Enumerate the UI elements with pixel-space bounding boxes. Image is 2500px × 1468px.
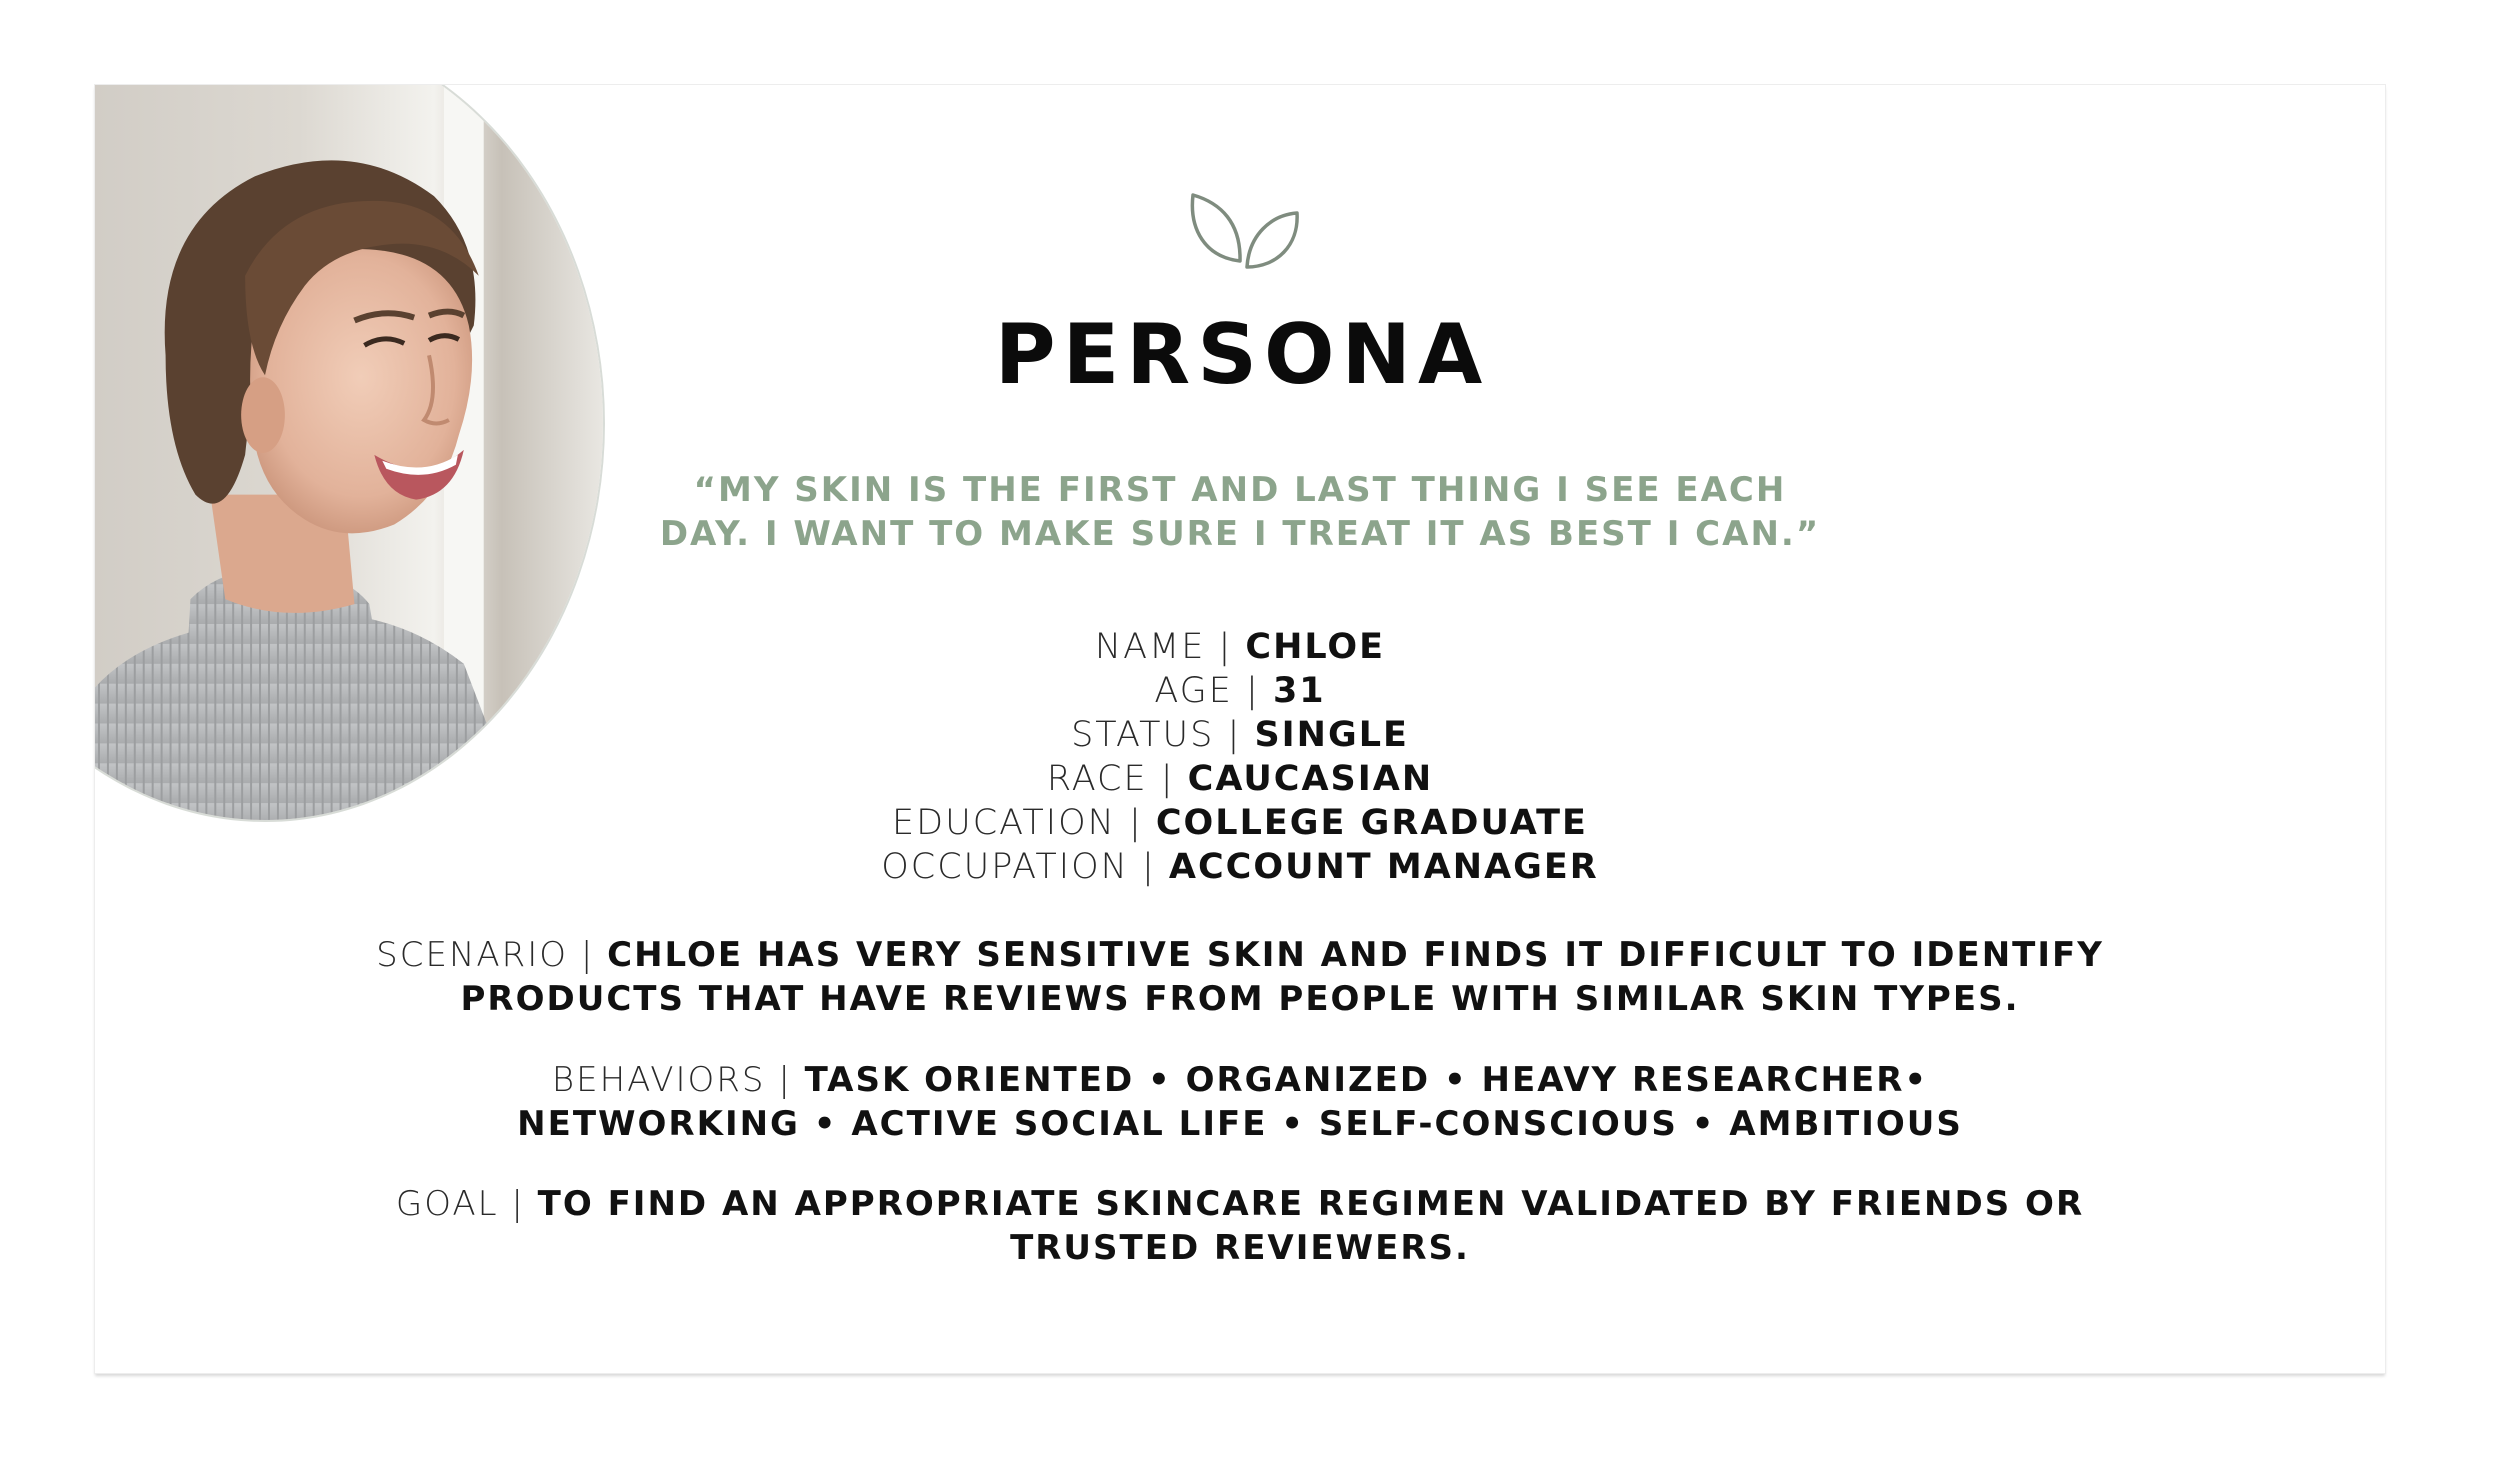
fact-value: SINGLE <box>1254 715 1409 755</box>
fact-value: ACCOUNT MANAGER <box>1168 847 1599 887</box>
fact-separator: | <box>1205 627 1246 667</box>
fact-separator: | <box>1232 671 1273 711</box>
goal-separator: | <box>498 1184 538 1224</box>
fact-value: CAUCASIAN <box>1187 759 1434 799</box>
fact-separator: | <box>1214 715 1255 755</box>
fact-label: RACE <box>1046 759 1148 799</box>
leaf-icon <box>1185 189 1305 275</box>
fact-separator: | <box>1147 759 1188 799</box>
goal-text-2: TRUSTED REVIEWERS. <box>1010 1228 1470 1268</box>
persona-facts <box>95 625 2385 889</box>
scenario-text-2: PRODUCTS THAT HAVE REVIEWS FROM PEOPLE WITH SIMILAR SKIN TYPES. <box>460 979 2020 1019</box>
fact-value: CHLOE <box>1245 627 1386 667</box>
scenario-line-1 <box>95 933 2385 977</box>
fact-label: NAME <box>1094 627 1206 667</box>
fact-label: EDUCATION <box>892 803 1116 843</box>
fact-separator: | <box>1128 847 1169 887</box>
fact-row-race <box>95 757 2385 801</box>
fact-value: 31 <box>1272 671 1326 711</box>
fact-row-status <box>95 713 2385 757</box>
quote-line-1: “MY SKIN IS THE FIRST AND LAST THING I SEE EACH <box>693 470 1787 510</box>
fact-row-name <box>95 625 2385 669</box>
fact-separator: | <box>1115 803 1156 843</box>
fact-row-age <box>95 669 2385 713</box>
goal-section <box>95 1182 2385 1270</box>
behaviors-separator: | <box>765 1060 805 1100</box>
fact-label: STATUS <box>1071 715 1215 755</box>
scenario-section <box>95 933 2385 1021</box>
page-title: PERSONA <box>994 306 1490 403</box>
fact-row-occupation <box>95 845 2385 889</box>
behaviors-line-1 <box>95 1058 2385 1102</box>
behaviors-text-1: TASK ORIENTED • ORGANIZED • HEAVY RESEARCHER• <box>804 1060 1929 1100</box>
scenario-separator: | <box>568 935 608 975</box>
fact-value: COLLEGE GRADUATE <box>1155 803 1588 843</box>
persona-slide <box>95 85 2385 1373</box>
goal-label: GOAL <box>395 1184 499 1224</box>
behaviors-text-2: NETWORKING • ACTIVE SOCIAL LIFE • SELF-CONSCIOUS • AMBITIOUS <box>517 1104 1963 1144</box>
goal-line-1 <box>95 1182 2385 1226</box>
behaviors-section <box>95 1058 2385 1146</box>
fact-label: OCCUPATION <box>881 847 1129 887</box>
persona-quote <box>95 468 2385 556</box>
scenario-text-1: CHLOE HAS VERY SENSITIVE SKIN AND FINDS IT DIFFICULT TO IDENTIFY <box>607 935 2104 975</box>
quote-line-2: DAY. I WANT TO MAKE SURE I TREAT IT AS BEST I CAN.” <box>659 514 1821 554</box>
fact-row-education <box>95 801 2385 845</box>
behaviors-label: BEHAVIORS <box>551 1060 766 1100</box>
scenario-label: SCENARIO <box>376 935 569 975</box>
goal-text-1: TO FIND AN APPROPRIATE SKINCARE REGIMEN VALIDATED BY FRIENDS OR <box>537 1184 2085 1224</box>
fact-label: AGE <box>1154 671 1233 711</box>
